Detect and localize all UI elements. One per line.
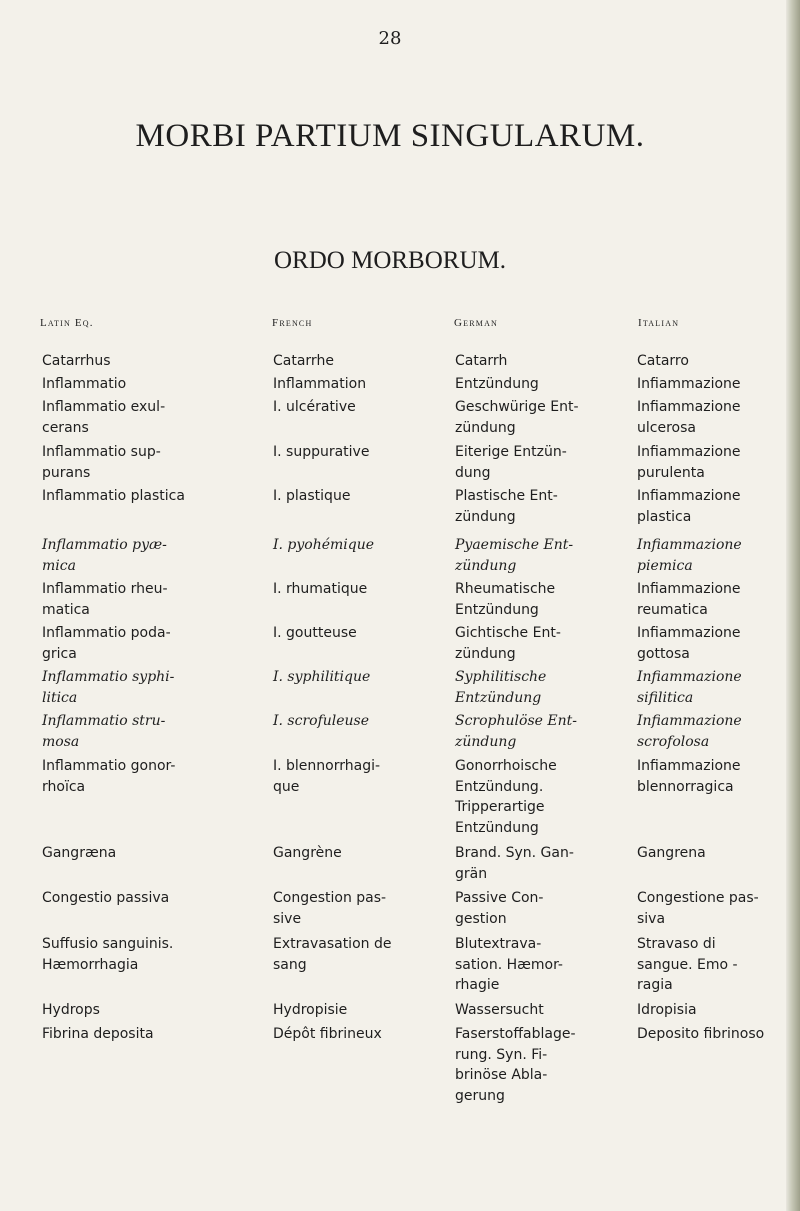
- cell-latin-row1-line0: Inflammatio: [42, 376, 127, 392]
- cell-italian-row10-line1: blennorragica: [637, 778, 734, 795]
- cell-german-row12-line0: Passive Con-: [455, 890, 544, 906]
- cell-german-row5-line1: zündung: [455, 557, 517, 574]
- cell-latin-row2-line1: cerans: [42, 419, 89, 436]
- cell-german-row13-line1: sation. Hæmor-: [455, 956, 563, 973]
- cell-french-row5-line0: I. pyohémique: [273, 537, 375, 553]
- cell-latin-row2-line0: Inflammatio exul-: [42, 399, 166, 415]
- cell-german-row3-line1: dung: [455, 464, 491, 481]
- cell-latin-row3-line1: purans: [42, 464, 91, 481]
- cell-french-row3-line0: I. suppurative: [273, 444, 370, 460]
- cell-italian-row15-line0: Deposito fibrinoso: [637, 1026, 765, 1042]
- cell-german-row6-line1: Entzündung: [455, 601, 539, 618]
- cell-german-row8-line1: Entzündung: [455, 689, 542, 706]
- cell-french-row4-line0: I. plastique: [273, 488, 351, 504]
- cell-latin-row6-line1: matica: [42, 601, 90, 618]
- cell-italian-row12-line0: Congestione pas-: [637, 890, 759, 906]
- cell-italian-row13-line2: ragia: [637, 977, 673, 993]
- main-title: MORBI PARTIUM SINGULARUM.: [135, 118, 645, 154]
- cell-german-row3-line0: Eiterige Entzün-: [455, 444, 567, 460]
- cell-french-row12-line1: sive: [273, 910, 302, 927]
- cell-latin-row12-line0: Congestio passiva: [42, 890, 170, 906]
- cell-german-row8-line0: Syphilitische: [455, 669, 547, 685]
- cell-german-row14-line0: Wassersucht: [455, 1002, 544, 1018]
- cell-italian-row6-line1: reumatica: [637, 601, 708, 618]
- cell-french-row10-line1: que: [273, 778, 300, 795]
- cell-german-row13-line2: rhagie: [455, 977, 500, 993]
- cell-german-row10-line1: Entzündung.: [455, 778, 544, 795]
- column-header-latin: Latin Eq.: [40, 317, 94, 329]
- cell-german-row13-line0: Blutextrava-: [455, 936, 542, 952]
- cell-italian-row13-line1: sangue. Emo -: [637, 956, 738, 973]
- cell-latin-row3-line0: Inflammatio sup-: [42, 444, 161, 460]
- cell-latin-row8-line1: litica: [42, 689, 78, 706]
- cell-italian-row3-line0: Infiammazione: [637, 444, 741, 460]
- cell-german-row0-line0: Catarrh: [455, 353, 508, 369]
- cell-german-row9-line0: Scrophulöse Ent-: [455, 713, 577, 729]
- cell-italian-row3-line1: purulenta: [637, 464, 705, 481]
- cell-italian-row11-line0: Gangrena: [637, 845, 706, 861]
- cell-german-row5-line0: Pyaemische Ent-: [455, 537, 574, 553]
- cell-german-row15-line1: rung. Syn. Fi-: [455, 1046, 548, 1063]
- cell-latin-row13-line0: Suffusio sanguinis.: [42, 936, 174, 952]
- cell-latin-row10-line1: rhoïca: [42, 778, 86, 795]
- cell-italian-row2-line1: ulcerosa: [637, 419, 696, 436]
- cell-german-row10-line3: Entzündung: [455, 819, 539, 836]
- cell-french-row13-line1: sang: [273, 956, 307, 973]
- cell-latin-row5-line0: Inflammatio pyæ-: [42, 537, 167, 553]
- cell-french-row12-line0: Congestion pas-: [273, 890, 387, 906]
- cell-italian-row5-line0: Infiammazione: [637, 537, 742, 553]
- cell-german-row2-line0: Geschwürige Ent-: [455, 399, 579, 415]
- cell-german-row11-line1: grän: [455, 865, 488, 882]
- cell-italian-row14-line0: Idropisia: [637, 1002, 697, 1018]
- cell-latin-row14-line0: Hydrops: [42, 1002, 100, 1018]
- cell-french-row15-line0: Dépôt fibrineux: [273, 1026, 382, 1042]
- cell-french-row2-line0: I. ulcérative: [273, 399, 356, 415]
- cell-german-row2-line1: zündung: [455, 419, 516, 436]
- cell-german-row7-line0: Gichtische Ent-: [455, 625, 561, 641]
- cell-italian-row2-line0: Infiammazione: [637, 399, 741, 415]
- cell-german-row1-line0: Entzündung: [455, 376, 539, 392]
- cell-french-row6-line0: I. rhumatique: [273, 581, 368, 597]
- column-header-german: German: [454, 317, 499, 329]
- cell-italian-row1-line0: Infiammazione: [637, 376, 741, 392]
- cell-latin-row15-line0: Fibrina deposita: [42, 1026, 154, 1042]
- cell-latin-row5-line1: mica: [42, 557, 76, 574]
- cell-french-row1-line0: Inflammation: [273, 376, 367, 392]
- cell-latin-row13-line1: Hæmorrhagia: [42, 956, 139, 973]
- cell-french-row8-line0: I. syphilitique: [273, 669, 371, 685]
- page-edge-shadow: [786, 0, 800, 1211]
- cell-latin-row7-line0: Inflammatio poda-: [42, 625, 171, 641]
- cell-german-row4-line0: Plastische Ent-: [455, 488, 558, 504]
- cell-italian-row0-line0: Catarro: [637, 353, 689, 369]
- cell-latin-row10-line0: Inflammatio gonor-: [42, 758, 176, 774]
- cell-italian-row9-line0: Infiammazione: [637, 713, 742, 729]
- cell-italian-row7-line1: gottosa: [637, 645, 690, 662]
- cell-italian-row8-line1: sifilitica: [637, 689, 694, 706]
- cell-italian-row10-line0: Infiammazione: [637, 758, 741, 774]
- cell-french-row13-line0: Extravasation de: [273, 936, 392, 952]
- column-header-french: French: [272, 317, 313, 329]
- cell-german-row9-line1: zündung: [455, 733, 517, 750]
- column-header-italian: Italian: [638, 317, 680, 329]
- cell-latin-row11-line0: Gangræna: [42, 845, 117, 861]
- cell-latin-row9-line0: Inflammatio stru-: [42, 713, 166, 729]
- cell-french-row10-line0: I. blennorrhagi-: [273, 758, 381, 774]
- cell-italian-row6-line0: Infiammazione: [637, 581, 741, 597]
- cell-italian-row4-line1: plastica: [637, 508, 692, 525]
- cell-latin-row7-line1: grica: [42, 645, 77, 662]
- cell-latin-row6-line0: Inflammatio rheu-: [42, 581, 168, 597]
- cell-latin-row8-line0: Inflammatio syphi-: [42, 669, 175, 685]
- cell-german-row15-line3: gerung: [455, 1087, 505, 1104]
- cell-french-row9-line0: I. scrofuleuse: [273, 713, 370, 729]
- cell-german-row10-line0: Gonorrhoische: [455, 758, 557, 774]
- cell-german-row12-line1: gestion: [455, 910, 507, 927]
- cell-german-row15-line2: brinöse Abla-: [455, 1067, 548, 1083]
- cell-italian-row9-line1: scrofolosa: [637, 733, 710, 750]
- page-number: 28: [378, 28, 402, 49]
- cell-french-row14-line0: Hydropisie: [273, 1002, 348, 1018]
- cell-french-row7-line0: I. goutteuse: [273, 625, 357, 641]
- cell-italian-row12-line1: siva: [637, 910, 666, 927]
- cell-german-row15-line0: Faserstoffablage-: [455, 1026, 576, 1042]
- cell-german-row6-line0: Rheumatische: [455, 581, 556, 597]
- cell-latin-row9-line1: mosa: [42, 733, 80, 750]
- cell-french-row0-line0: Catarrhe: [273, 353, 334, 369]
- cell-italian-row7-line0: Infiammazione: [637, 625, 741, 641]
- cell-german-row10-line2: Tripperartige: [455, 799, 545, 815]
- cell-german-row7-line1: zündung: [455, 645, 516, 662]
- cell-latin-row0-line0: Catarrhus: [42, 353, 111, 369]
- cell-italian-row4-line0: Infiammazione: [637, 488, 741, 504]
- sub-title: ORDO MORBORUM.: [274, 247, 506, 274]
- cell-italian-row13-line0: Stravaso di: [637, 936, 716, 952]
- cell-latin-row4-line0: Inflammatio plastica: [42, 488, 185, 504]
- cell-italian-row5-line1: piemica: [637, 557, 693, 574]
- cell-german-row4-line1: zündung: [455, 508, 516, 525]
- cell-german-row11-line0: Brand. Syn. Gan-: [455, 845, 574, 861]
- cell-italian-row8-line0: Infiammazione: [637, 669, 742, 685]
- cell-french-row11-line0: Gangrène: [273, 845, 342, 861]
